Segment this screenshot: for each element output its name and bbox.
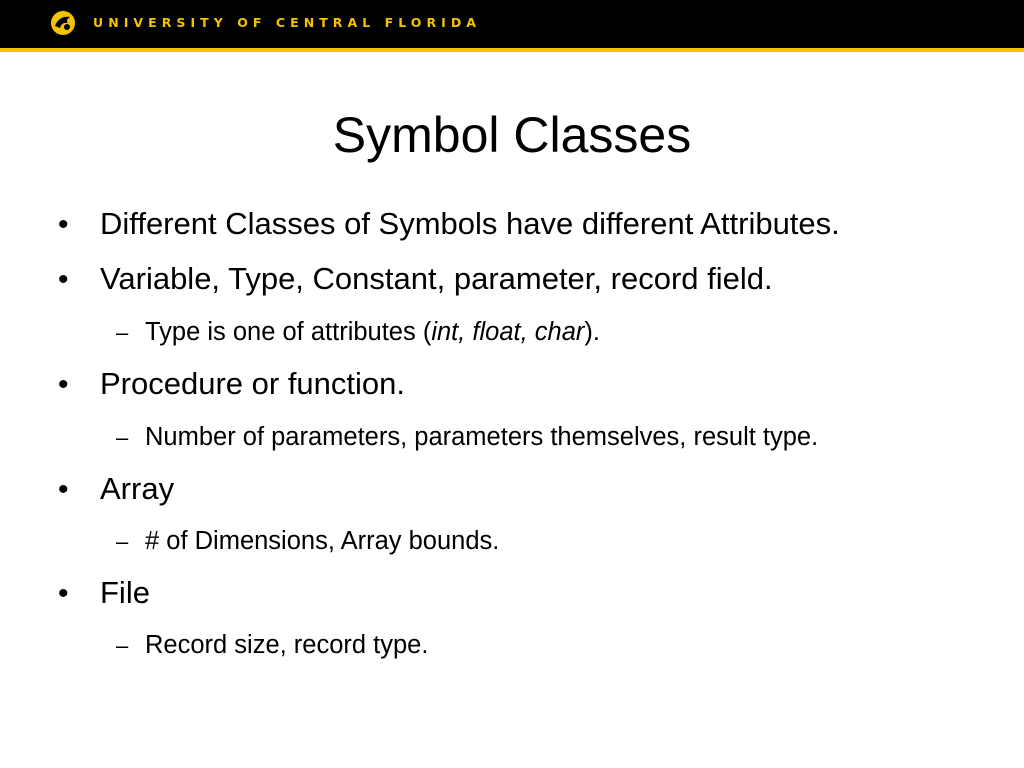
bullet-text: Array: [100, 471, 175, 506]
bullet-item: [0, 261, 1024, 303]
sub-bullet-text-prefix: Type is one of attributes (: [145, 318, 432, 346]
sub-bullet-text: Number of parameters, parameters themselves, result type.: [145, 423, 819, 451]
bullet-marker: •: [58, 208, 69, 241]
sub-bullet-item: [0, 318, 1024, 352]
sub-bullet-text: [145, 318, 600, 347]
sub-bullet-item: [0, 423, 1024, 457]
sub-bullet-text: # of Dimensions, Array bounds.: [145, 527, 500, 555]
sub-bullet-marker: –: [116, 529, 129, 554]
sub-bullet-item: [0, 631, 1024, 665]
sub-bullet-text-suffix: ).: [584, 318, 600, 346]
bullet-marker: •: [58, 263, 69, 296]
bullet-marker: •: [58, 473, 69, 506]
sub-bullet-item: [0, 527, 1024, 561]
bullet-marker: •: [58, 368, 69, 401]
bullet-marker: •: [58, 577, 69, 610]
bullet-text: Variable, Type, Constant, parameter, record field.: [100, 261, 773, 296]
sub-bullet-marker: –: [116, 320, 129, 345]
sub-bullet-marker: –: [116, 633, 129, 658]
bullet-item: [0, 206, 1024, 248]
sub-bullet-text: Record size, record type.: [145, 631, 429, 659]
bullet-item: [0, 575, 1024, 617]
bullet-item: [0, 471, 1024, 513]
sub-bullet-text-emphasis: int, float, char: [431, 318, 585, 346]
university-name: UNIVERSITY OF CENTRAL FLORIDA: [93, 15, 481, 30]
slide-title: Symbol Classes: [332, 107, 692, 163]
sub-bullet-marker: –: [116, 425, 129, 450]
bullet-text: Different Classes of Symbols have different Attributes.: [100, 206, 840, 241]
bullet-item: [0, 366, 1024, 408]
bullet-text: Procedure or function.: [100, 366, 406, 401]
bullet-text: File: [100, 575, 150, 610]
